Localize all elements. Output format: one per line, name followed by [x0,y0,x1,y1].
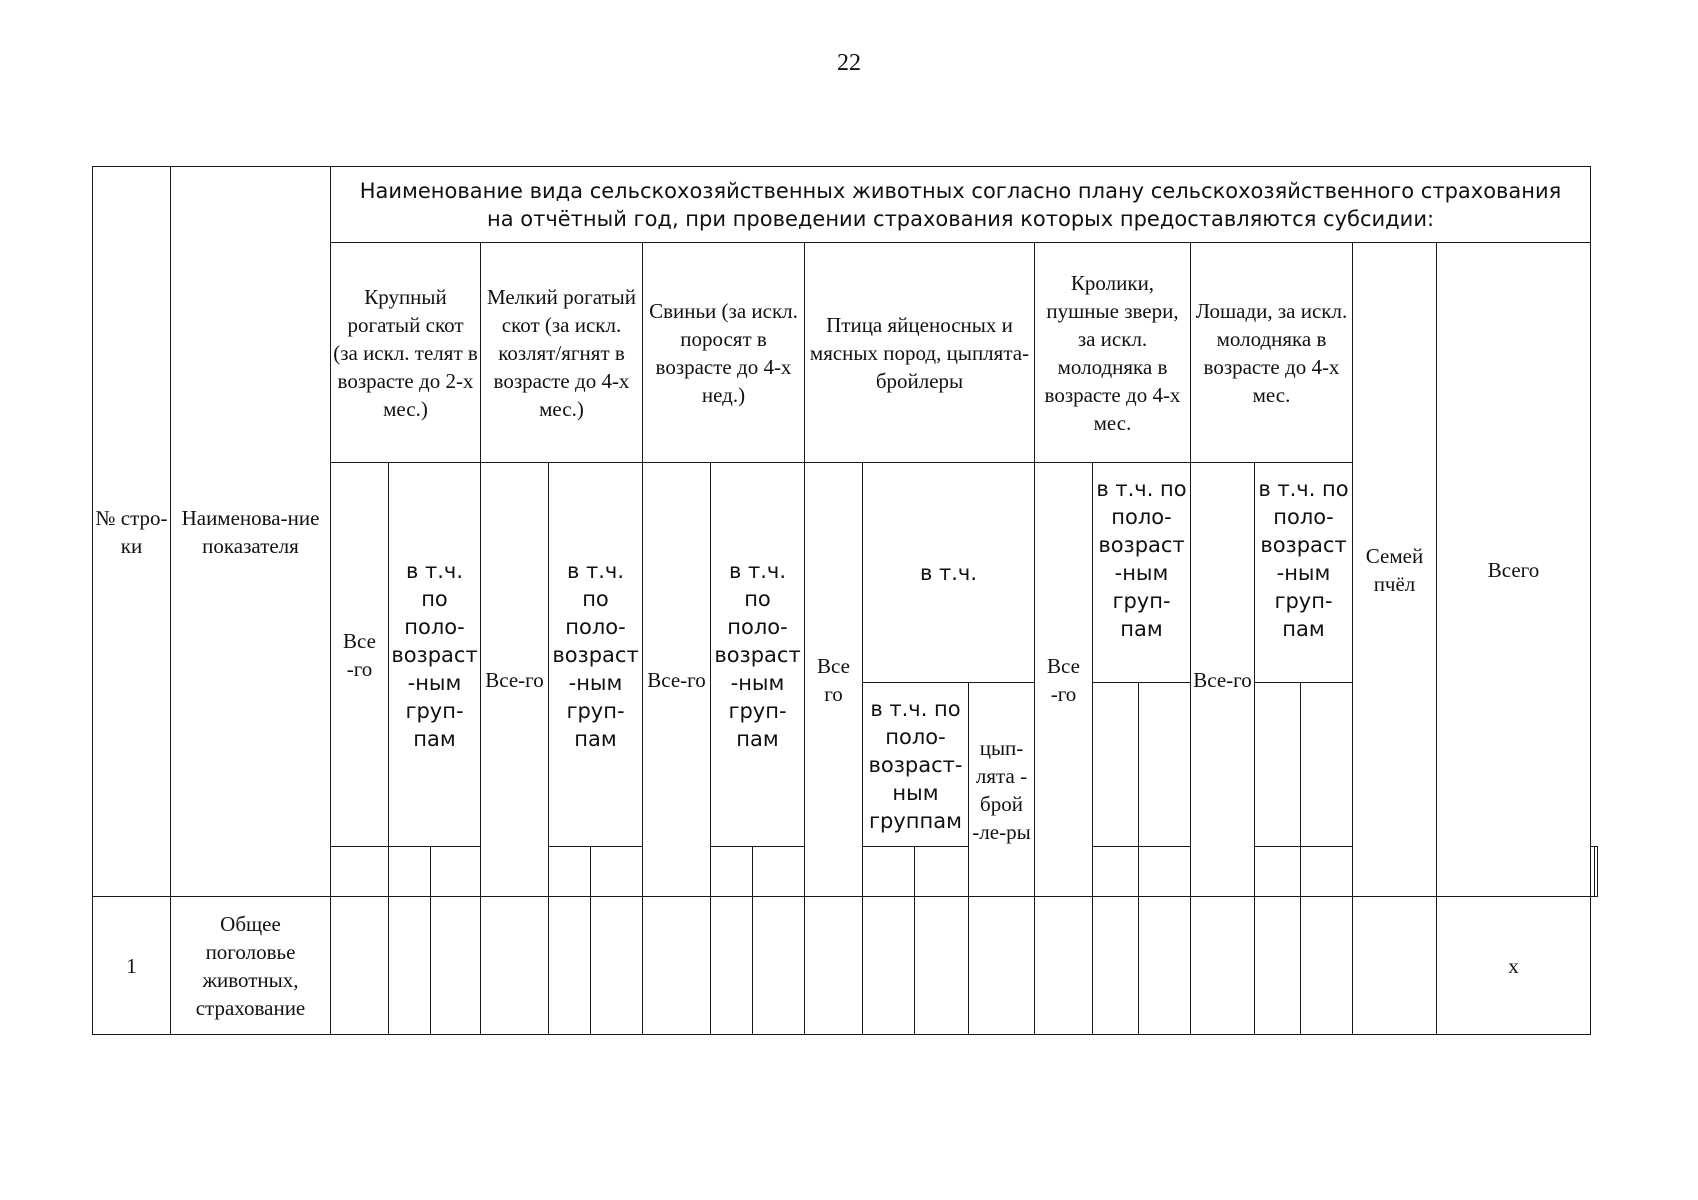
data-cell [1139,897,1191,1035]
cattle-group-cell-1 [389,847,431,897]
cattle-total: Все -го [331,463,389,847]
small-ruminants-group-cell-1 [549,847,591,897]
cattle-subtotal-cell [331,847,389,897]
data-cell [1035,897,1093,1035]
rabbits-group-cell-2 [1139,683,1191,847]
poultry-group-cell-1 [863,847,915,897]
data-cell [481,897,549,1035]
rabbits-group-cell-1 [1093,683,1139,847]
data-cell [1301,897,1353,1035]
data-cell [591,897,643,1035]
small-ruminants-group-cell-2 [591,847,643,897]
subsidy-table [92,166,1598,1035]
poultry-incl-groups: в т.ч. по поло-возраст-ным группам [863,683,969,847]
category-rabbits: Кролики, пушные звери, за искл. молодняка в возрасте до 4-х мес. [1035,243,1191,463]
small-ruminants-total: Все-го [481,463,549,897]
pigs-group-cell-2 [753,847,805,897]
category-poultry: Птица яйценосных и мясных пород, цыплята-бройлеры [805,243,1035,463]
data-cell [1093,897,1139,1035]
poultry-broilers: цып-лята - брой -ле-ры [969,683,1035,897]
category-small-ruminants: Мелкий рогатый скот (за искл. козлят/ягнят в возрасте до 4-х мес.) [481,243,643,463]
data-cell [1353,897,1437,1035]
data-cell [549,897,591,1035]
horses-total: Все-го [1191,463,1255,897]
category-bees: Семей пчёл [1353,243,1437,897]
data-cell [863,897,915,1035]
rabbits-total: Все -го [1035,463,1093,897]
data-cell [805,897,863,1035]
data-cell [1255,897,1301,1035]
data-cell [969,897,1035,1035]
category-pigs: Свиньи (за искл. поросят в возрасте до 4-х нед.) [643,243,805,463]
page-number: 22 [837,50,861,76]
horses-group-cell-2 [1301,683,1353,847]
category-total: Всего [1437,243,1591,897]
total-sub-cell [1594,847,1597,897]
cattle-group-cell-2 [431,847,481,897]
row-indicator: Общее поголовье животных, страхование [171,897,331,1035]
main-header-line2: на отчётный год, при проведении страхования которых предоставляются субсидии: [487,206,1435,231]
data-cell [711,897,753,1035]
pigs-total: Все-го [643,463,711,897]
data-cell [1191,897,1255,1035]
data-cell [331,897,389,1035]
indicator-header: Наименова-ние показателя [171,167,331,897]
horses-incl-groups: в т.ч. по поло-возраст -ным груп-пам [1255,463,1353,683]
category-cattle: Крупный рогатый скот (за искл. телят в возрасте до 2-х мес.) [331,243,481,463]
rabbits-incl-groups: в т.ч. по поло-возраст -ным груп-пам [1093,463,1191,683]
small-ruminants-incl-groups: в т.ч. по поло-возраст -ным груп-пам [549,463,643,847]
cattle-incl-groups: в т.ч. по поло-возраст -ным груп-пам [389,463,481,847]
horses-subgroup-cell-1 [1255,847,1301,897]
pigs-incl-groups: в т.ч. по поло-возраст -ным груп-пам [711,463,805,847]
poultry-group-cell-2 [915,847,969,897]
total-cross-mark: x [1437,897,1591,1035]
data-cell [915,897,969,1035]
main-header-line1: Наименование вида сельскохозяйственных животных согласно плану сельскохозяйственного страхования [359,178,1562,203]
data-cell [389,897,431,1035]
rabbits-subgroup-cell-1 [1093,847,1139,897]
data-cell [753,897,805,1035]
main-header [331,167,1591,243]
data-cell [643,897,711,1035]
horses-subgroup-cell-2 [1301,847,1353,897]
poultry-incl: в т.ч. [863,463,1035,683]
poultry-total: Все го [805,463,863,897]
table-row [93,897,1598,1035]
row-number-header: № стро-ки [93,167,171,897]
row-number: 1 [93,897,171,1035]
pigs-group-cell-1 [711,847,753,897]
rabbits-subgroup-cell-2 [1139,847,1191,897]
data-cell [431,897,481,1035]
category-horses: Лошади, за искл. молодняка в возрасте до 4-х мес. [1191,243,1353,463]
horses-group-cell-1 [1255,683,1301,847]
